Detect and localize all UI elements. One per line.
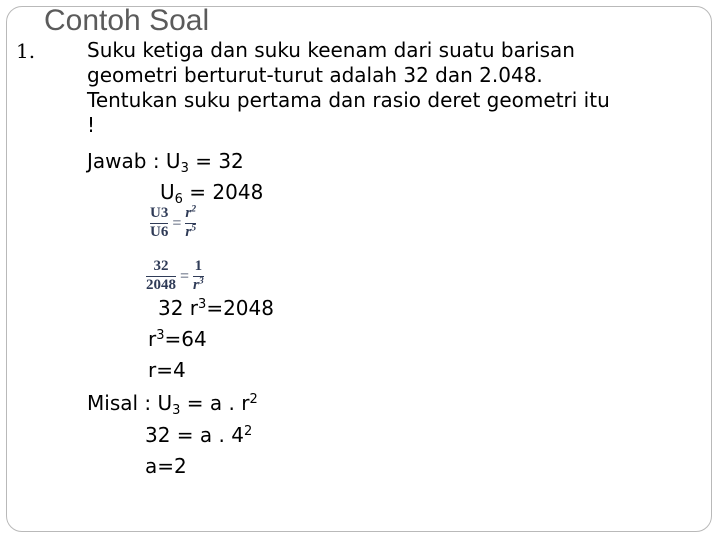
equals-sign: = — [180, 267, 190, 285]
u3-value: = 32 — [188, 149, 244, 173]
problem-line: Tentukan suku pertama dan rasio deret geometri itu — [87, 88, 610, 112]
step-32-a-4: 32 = a . $4^2$ — [145, 423, 253, 447]
step-r: r=4 — [148, 358, 186, 382]
equals-sign: = — [172, 214, 182, 232]
problem-line: geometri berturut-turut adalah 32 dan 2.048. — [87, 63, 543, 87]
fraction-numerator: U3 — [150, 205, 169, 221]
u6-label: U — [160, 180, 175, 204]
step-r3: $r^3=64$ — [148, 327, 207, 351]
jawab-line — [87, 149, 244, 176]
problem-line: ! — [87, 113, 96, 137]
problem-number: 1. — [16, 39, 36, 63]
problem-text — [87, 38, 687, 138]
step-32r3: 32 $r^3=2048$ — [158, 296, 274, 320]
u3-subscript: 3 — [180, 160, 189, 176]
fraction-numerator: $r^2$ — [185, 203, 197, 221]
fraction-denominator: 2048 — [146, 277, 176, 294]
slide-title: Contoh Soal — [44, 4, 210, 37]
step-a: a=2 — [145, 454, 187, 478]
fraction-denominator: U6 — [150, 224, 169, 241]
u6-line — [160, 180, 264, 207]
misal-line: Misal : $U_3 = a$ . $r^2$ — [87, 391, 258, 418]
problem-line: Suku ketiga dan suku keenam dari suatu barisan — [87, 38, 575, 62]
fraction-32-2048 — [146, 259, 176, 294]
fraction-1-r3 — [193, 259, 204, 294]
jawab-label: Jawab : U — [87, 149, 181, 173]
fraction-numerator: 32 — [153, 258, 169, 274]
u6-value: = 2048 — [182, 180, 264, 204]
ratio-value-equation-image — [146, 259, 204, 294]
fraction-r2-r5 — [185, 203, 197, 241]
ratio-equation-image — [150, 203, 197, 241]
fraction-denominator: $r^5$ — [185, 222, 197, 241]
fraction-u3-u6 — [150, 206, 168, 241]
u6-subscript: 6 — [174, 191, 183, 207]
fraction-denominator: $r^3$ — [193, 275, 204, 294]
fraction-numerator: 1 — [194, 258, 203, 274]
